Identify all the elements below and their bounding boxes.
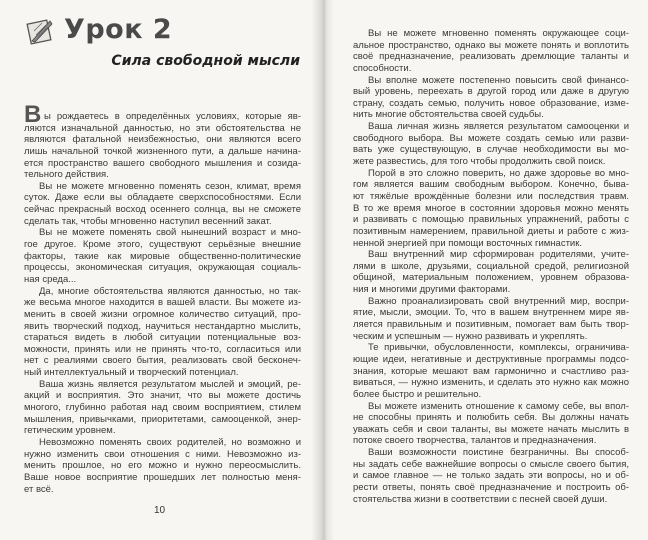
paragraph <box>353 121 629 168</box>
text-line: Ваш внутренний мир сформирован родителями, учите- <box>368 249 629 261</box>
text-line: гом является вашим свободным выбором. Конечно, быва- <box>353 179 629 191</box>
book-spine <box>312 0 334 540</box>
text-line: ческим и успешным — нужно развивать и укреплять. <box>353 330 588 342</box>
text-line: стоятельства жизни в соответствии с песней своей души. <box>353 493 608 505</box>
text-line: потоке своего творчества, талантов и предназначения. <box>353 435 597 447</box>
text-line: общиной, материальным положением, уровнем образова- <box>353 272 629 284</box>
text-line: ны задать себе важнейшие вопросы о смысле своего бытия, <box>353 458 629 470</box>
text-line: акций и восприятия. Это значит, что вы можете достичь <box>24 390 301 402</box>
text-line: менить прошлое, но его можно и нужно переосмыслить. <box>24 460 301 472</box>
text-line: Ваша жизнь является результатом мыслей и эмоций, ре- <box>39 378 301 390</box>
paragraph <box>353 342 629 400</box>
text-line: виваться, — нужно изменить, и сделать это нужно как можно <box>353 377 629 389</box>
text-line: жете развестись, для того чтобы продолжить свой поиск. <box>353 156 606 168</box>
text-line: нет с реалиями своего бытия, реализовать свой бесконеч- <box>24 355 301 367</box>
text-line: Вы не можете мгновенно поменять сезон, климат, время <box>39 180 301 192</box>
text-line: Ваши возможности поистине безграничны. Вы способ- <box>368 447 629 459</box>
text-line: можности, принять или не принять что-то, согласиться или <box>24 343 301 355</box>
text-line: Да, многие обстоятельства являются данностью, но так- <box>39 285 301 297</box>
right-page <box>334 0 648 540</box>
text-line: ятие, мысли, эмоции. То, что в вашем внутреннем мире яв- <box>353 307 629 319</box>
paragraph <box>24 437 301 495</box>
text-line: нужно изменить свои отношения с ними. Невозможно из- <box>24 448 301 460</box>
lesson-title: Урок 2 <box>64 14 173 45</box>
page-number: 10 <box>154 505 166 516</box>
text-line: ляется правильным и позитивным, помогает вам быть твор- <box>353 319 629 331</box>
paragraph <box>353 75 629 122</box>
text-line: процессы, экономическая ситуация, окружающая социаль- <box>24 262 301 274</box>
text-line: Те привычки, обусловленности, комплексы, ограничива- <box>368 342 629 354</box>
text-line: ная среда... <box>24 273 77 285</box>
text-line: вать уже существующую, в случае необходимости вы мо- <box>353 144 629 156</box>
text-line: нить многие обстоятельства своей судьбы. <box>353 109 544 121</box>
text-line: Вы не можете поменять свой нынешний возраст и мно- <box>39 227 301 239</box>
text-line: альное пространство, однако вы можете понять и воплотить <box>353 39 629 51</box>
text-line: ляются изначальной данностью, но эти обстоятельства не <box>24 122 301 134</box>
text-line: страну, создать семью, получить новое образование, изме- <box>353 97 629 109</box>
right-page-body <box>353 28 629 505</box>
paragraph <box>24 379 301 437</box>
text-line: ют тяжёлые врождённые болезни или последствия травм. <box>353 190 629 202</box>
text-line: Ваша личная жизнь является результатом самооценки и <box>368 121 629 133</box>
text-line: Невозможно поменять своих родителей, но возможно и <box>39 436 301 448</box>
text-line: же весьма многое находится в вашей власти. Вы можете из- <box>24 297 301 309</box>
text-line: знания, которые мешают вам гармонично и счастливо раз- <box>353 365 629 377</box>
text-line: более быстро и решительно. <box>353 388 482 400</box>
text-line: не способны принять и полюбить себя. Вы должны начать <box>353 412 629 424</box>
text-line: лями в школе, друзьями, социальной средой, религиозной <box>353 260 629 272</box>
text-line: Важно проанализировать свой внутренний мир, воспри- <box>368 295 629 307</box>
lesson-subtitle: Сила свободной мысли <box>111 53 300 69</box>
text-line: ется пространство вашего свободного мышления и созида- <box>24 157 301 169</box>
paragraph <box>353 296 629 343</box>
text-line: менить в своей жизни огромное количество ситуаций, про- <box>24 308 301 320</box>
text-line: Ваше новое восприятие прошедших лет полностью меня- <box>24 471 301 483</box>
text-line: способности. <box>353 62 412 74</box>
text-line: и развивать с помощью правильных упражнений, работы с <box>353 214 629 226</box>
text-line: Вы не можете мгновенно поменять окружающее соци- <box>368 28 629 39</box>
drop-cap: В <box>24 101 42 128</box>
text-line: явить творческий подход, научиться нестандартно мыслить, <box>24 320 301 332</box>
text-line: рести ответы, понять своё предназначение и построить об- <box>353 481 629 493</box>
text-line: позитивным намерением, правильной диеты и работе с жиз- <box>353 225 629 237</box>
paragraph <box>353 168 629 249</box>
text-line: В то же время многое в состоянии здоровья можно менять <box>353 202 629 214</box>
text-line: многого, глубинно работая над своим восприятием, стилем <box>24 402 301 414</box>
paragraph <box>353 447 629 505</box>
text-line: Вы вполне можете постепенно повысить свой финансо- <box>368 74 629 86</box>
text-line: являются фатальной неизбежностью, они являются всего <box>24 134 301 146</box>
paragraph <box>353 28 629 75</box>
text-line: Вы можете изменить отношение к самому себе, вы впол- <box>368 400 629 412</box>
text-line: сделать так, чтобы мгновенно наступил весенний закат. <box>24 215 272 227</box>
text-line: факторы, такие как мировые общественно-политические <box>24 250 301 262</box>
quill-paper-icon <box>26 17 54 45</box>
text-line: мышления, привычками, приоритетами, самооценкой, энер- <box>24 413 301 425</box>
text-line: ет всё. <box>24 483 54 495</box>
text-line: своё предназначение, реализовать дремлющие таланты и <box>353 51 629 63</box>
text-line: суток. Даже если вы обладаете сверхспособностями. Если <box>24 192 301 204</box>
text-line: ющие идеи, негативные и деструктивные программы подсо- <box>353 353 629 365</box>
paragraph <box>353 401 629 448</box>
text-line: ненной энергией при помощи восточных гимнастик. <box>353 237 583 249</box>
paragraph <box>24 181 301 228</box>
text-line: Порой в это сложно поверить, но даже здоровье во мно- <box>368 167 629 179</box>
text-line: ния и многими другими факторами. <box>353 284 511 296</box>
paragraph <box>24 286 301 379</box>
text-line: ы рождаетесь в определённых условиях, которые яв- <box>44 111 301 122</box>
text-line: и самое главное — не только задать эти вопросы, но и об- <box>353 470 629 482</box>
text-line: стараться видеть в любой ситуации потенциальные воз- <box>24 332 301 344</box>
paragraph <box>353 249 629 296</box>
text-line: ный интеллектуальный и творческий потенциал. <box>24 367 239 379</box>
left-page <box>0 0 312 540</box>
text-line: свободного выбора. Вы можете создать семью или разви- <box>353 132 629 144</box>
text-line: тельного действия. <box>24 169 109 181</box>
paragraph <box>24 227 301 285</box>
text-line: уважать себя и свои таланты, вы можете начать мыслить в <box>353 423 629 435</box>
left-page-body <box>24 101 301 495</box>
text-line: сейчас прекрасный восход осеннего солнца, вы не сможете <box>24 204 301 216</box>
text-line: гое другое. Кроме этого, существуют серьёзные внешние <box>24 239 301 251</box>
text-line: лишь начальной точкой жизненного пути, а дальше начина- <box>24 145 301 157</box>
text-line: гетическим уровнем. <box>24 425 116 437</box>
paragraph <box>24 101 301 181</box>
text-line: вый уровень, переехать в другой город или даже в другую <box>353 86 629 98</box>
